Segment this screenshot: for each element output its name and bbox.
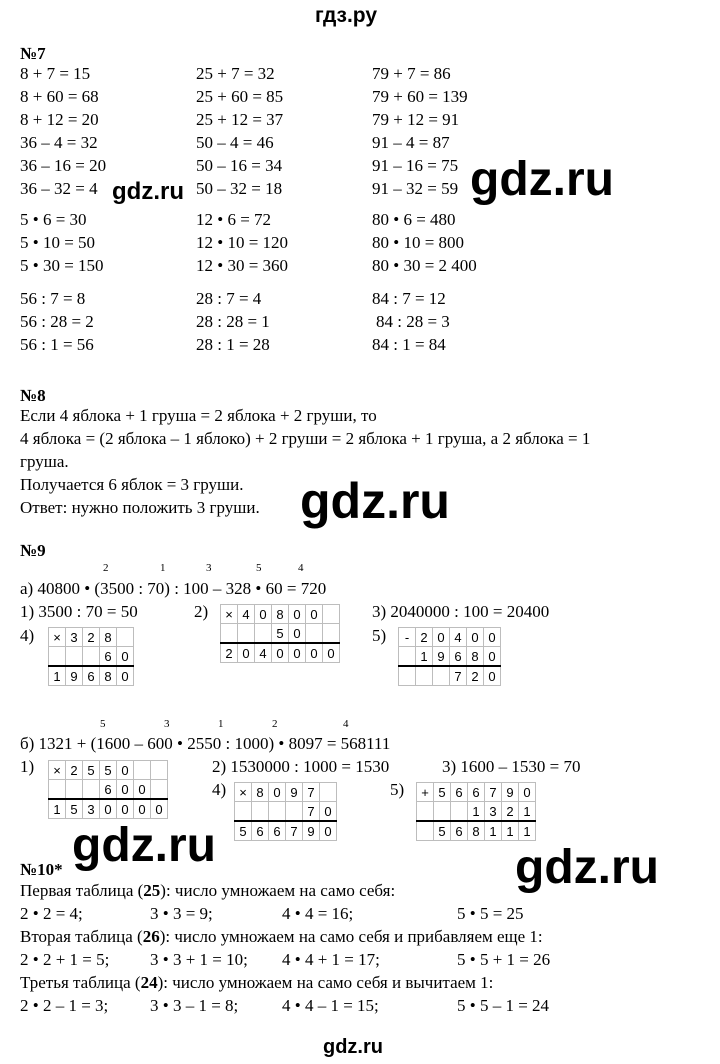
task-8-line: груша. [20,452,69,471]
grid-cell: 2 [66,761,83,780]
grid-cell [416,666,433,686]
grid-row [399,628,501,647]
grid-cell: 5 [434,821,451,841]
equation: 5 • 6 = 30 [20,210,87,229]
grid-cell: 0 [255,605,272,624]
grid-row [221,624,340,644]
grid-cell: 2 [221,643,238,663]
grid-cell [255,624,272,644]
grid-cell: 5 [272,624,289,644]
equation: 84 : 1 = 84 [372,335,446,354]
equation: 36 – 32 = 4 [20,179,98,198]
task-10-row: 3 • 3 + 1 = 10; [150,950,248,969]
equation: 79 + 7 = 86 [372,64,451,83]
grid-row [49,666,134,686]
grid-row [221,643,340,663]
grid-cell [134,761,151,780]
grid-cell: + [417,783,434,802]
grid-cell: 7 [303,783,320,802]
task-10-table-1-description: Первая таблица (25): число умножаем на само себя: [20,881,396,900]
order-number: 1 [218,718,224,730]
equation: 12 • 6 = 72 [196,210,272,229]
grid-cell: 0 [467,628,484,647]
grid-cell [286,802,303,822]
grid-row [49,780,168,800]
task-9a-column-multiplication-2 [220,604,340,663]
equation: 5 • 30 = 150 [20,256,104,275]
equation: 8 + 60 = 68 [20,87,99,106]
grid-cell: 1 [416,647,433,667]
grid-cell: 4 [450,628,467,647]
grid-cell: 5 [83,761,100,780]
grid-row [235,783,337,802]
equation: 28 : 7 = 4 [196,289,262,308]
equation: 28 : 28 = 1 [196,312,270,331]
grid-cell: 0 [433,628,450,647]
task-8-line: Ответ: нужно положить 3 груши. [20,498,260,517]
watermark: gdz.ru [470,153,614,206]
task-10-row: 2 • 2 – 1 = 3; [20,996,109,1015]
task-9b-column-multiplication-4 [234,782,337,841]
grid-cell [66,647,83,667]
watermark: gdz.ru [300,473,450,529]
grid-cell: 0 [100,799,117,819]
task-9b-step-3: 3) 1600 – 1530 = 70 [442,757,581,776]
grid-cell [49,647,66,667]
equation: 79 + 12 = 91 [372,110,460,129]
grid-cell [399,647,416,667]
task-10-row: 2 • 2 = 4; [20,904,83,923]
task-10-row: 4 • 4 – 1 = 15; [282,996,379,1015]
task-9b-step-5: 5) [390,780,405,799]
grid-cell: 0 [134,799,151,819]
grid-cell: 7 [303,802,320,822]
task-9a-step-3: 3) 2040000 : 100 = 20400 [372,602,550,621]
task-9a-expression: а) 40800 • (3500 : 70) : 100 – 328 • 60 = 720 [20,579,327,598]
task-9a-step-4: 4) [20,626,35,645]
task-9a-step-5: 5) [372,626,387,645]
grid-cell: 4 [255,643,272,663]
equation: 8 + 12 = 20 [20,110,99,129]
task-8-line: Получается 6 яблок = 3 груши. [20,475,244,494]
grid-cell: 1 [485,821,502,841]
grid-cell: 0 [484,628,501,647]
grid-cell [434,802,451,822]
grid-cell: 2 [416,628,433,647]
equation: 28 : 1 = 28 [196,335,270,354]
grid-cell [83,780,100,800]
task-10-row: 2 • 2 + 1 = 5; [20,950,110,969]
equation: 25 + 60 = 85 [196,87,284,106]
grid-cell: 2 [467,666,484,686]
equation: 5 • 10 = 50 [20,233,96,252]
grid-cell [451,802,468,822]
grid-cell: 0 [117,799,134,819]
grid-cell: 1 [519,802,536,822]
grid-cell: 6 [450,647,467,667]
grid-row [235,821,337,841]
grid-cell [252,802,269,822]
grid-cell [83,647,100,667]
grid-row [399,666,501,686]
task-9-title: №9 [20,541,46,560]
grid-cell [66,780,83,800]
grid-cell [235,802,252,822]
grid-cell: 0 [134,780,151,800]
grid-cell [151,761,168,780]
order-number: 1 [160,562,166,574]
grid-cell [151,780,168,800]
task-10-row: 3 • 3 – 1 = 8; [150,996,239,1015]
equation: 80 • 10 = 800 [372,233,465,252]
grid-cell: × [221,605,238,624]
grid-cell: 0 [484,647,501,667]
site-footer: gdz.ru [323,1036,383,1058]
grid-cell: 8 [467,647,484,667]
grid-cell [117,628,134,647]
grid-cell: 6 [252,821,269,841]
task-10-title: №10* [20,860,63,879]
grid-cell [323,624,340,644]
grid-cell: 9 [66,666,83,686]
task-9b-step-1: 1) [20,757,35,776]
grid-cell: 6 [83,666,100,686]
equation: 25 + 12 = 37 [196,110,284,129]
watermark: gdz.ru [72,819,216,872]
equation: 12 • 30 = 360 [196,256,289,275]
grid-cell: 0 [238,643,255,663]
equation: 84 : 28 = 3 [376,312,450,331]
grid-cell: 1 [49,666,66,686]
order-number: 5 [256,562,262,574]
grid-cell: × [49,761,66,780]
task-10-row: 5 • 5 + 1 = 26 [457,950,551,969]
grid-cell: 3 [66,628,83,647]
grid-cell: 0 [306,605,323,624]
grid-row [417,802,536,822]
grid-cell: 7 [485,783,502,802]
grid-cell: - [399,628,416,647]
grid-cell: 0 [289,605,306,624]
equation: 91 – 4 = 87 [372,133,450,152]
grid-cell: 9 [303,821,320,841]
task-9a-step-1: 1) 3500 : 70 = 50 [20,602,138,621]
grid-cell: 9 [286,783,303,802]
grid-cell [320,783,337,802]
grid-cell: × [235,783,252,802]
task-9b-column-multiplication-1 [48,760,168,819]
grid-cell [399,666,416,686]
grid-cell: 2 [502,802,519,822]
grid-cell: × [49,628,66,647]
task-10-table-2-description: Вторая таблица (26): число умножаем на само себя и прибавляем еще 1: [20,927,543,946]
grid-row [49,799,168,819]
equation: 79 + 60 = 139 [372,87,468,106]
task-10-row: 3 • 3 = 9; [150,904,213,923]
grid-cell: 8 [100,628,117,647]
grid-cell: 6 [451,821,468,841]
grid-cell: 3 [485,802,502,822]
equation: 36 – 4 = 32 [20,133,98,152]
watermark: gdz.ru [112,178,184,205]
grid-cell: 0 [272,643,289,663]
grid-cell: 0 [289,624,306,644]
grid-cell: 6 [100,647,117,667]
site-header: гдз.ру [315,4,378,27]
grid-cell: 6 [451,783,468,802]
task-9b-step-2: 2) 1530000 : 1000 = 1530 [212,757,390,776]
equation: 80 • 30 = 2 400 [372,256,477,275]
grid-cell: 6 [100,780,117,800]
order-number: 5 [100,718,106,730]
equation: 8 + 7 = 15 [20,64,91,83]
equation: 56 : 28 = 2 [20,312,94,331]
table-number: 24 [140,973,158,992]
grid-cell: 6 [269,821,286,841]
equation: 36 – 16 = 20 [20,156,107,175]
grid-cell: 1 [502,821,519,841]
grid-cell [417,802,434,822]
grid-cell: 9 [433,647,450,667]
watermark: gdz.ru [515,841,659,894]
grid-cell: 5 [235,821,252,841]
task-9b-expression: б) 1321 + (1600 – 600 • 2550 : 1000) • 8097 = 568111 [20,734,391,753]
grid-row [49,647,134,667]
task-9b-column-addition-5 [416,782,536,841]
task-9a-column-subtraction-5 [398,627,501,686]
grid-cell [238,624,255,644]
task-9a-column-multiplication-4 [48,627,134,686]
grid-row [417,783,536,802]
equation: 12 • 10 = 120 [196,233,289,252]
equation: 50 – 16 = 34 [196,156,283,175]
grid-cell: 5 [100,761,117,780]
equation: 84 : 7 = 12 [372,289,446,308]
equation: 80 • 6 = 480 [372,210,456,229]
order-number: 2 [272,718,278,730]
grid-cell [221,624,238,644]
equation: 25 + 7 = 32 [196,64,275,83]
grid-cell [269,802,286,822]
order-number: 4 [298,562,304,574]
equation: 50 – 32 = 18 [196,179,283,198]
grid-cell [433,666,450,686]
grid-cell: 5 [66,799,83,819]
grid-row [49,628,134,647]
equation: 91 – 16 = 75 [372,156,459,175]
grid-cell: 0 [117,780,134,800]
grid-row [235,802,337,822]
grid-cell: 1 [468,802,485,822]
task-8-line: 4 яблока = (2 яблока – 1 яблоко) + 2 груши = 2 яблока + 1 груша, а 2 яблока = 1 [20,429,591,448]
grid-cell: 0 [306,643,323,663]
grid-row [49,761,168,780]
grid-cell: 7 [450,666,467,686]
grid-cell: 9 [502,783,519,802]
grid-cell [417,821,434,841]
grid-cell: 0 [320,802,337,822]
grid-cell: 2 [83,628,100,647]
grid-cell: 0 [269,783,286,802]
grid-cell: 4 [238,605,255,624]
task-9b-step-4: 4) [212,780,227,799]
order-number: 3 [206,562,212,574]
table-number: 25 [143,881,161,900]
grid-row [417,821,536,841]
task-10-table-3-description: Третья таблица (24): число умножаем на само себя и вычитаем 1: [20,973,494,992]
table-number: 26 [142,927,160,946]
grid-cell: 0 [519,783,536,802]
grid-cell: 6 [468,783,485,802]
grid-cell: 8 [100,666,117,686]
task-8-title: №8 [20,386,46,405]
grid-cell: 0 [484,666,501,686]
grid-cell [49,780,66,800]
equation: 56 : 7 = 8 [20,289,86,308]
order-number: 3 [164,718,170,730]
grid-cell: 8 [272,605,289,624]
grid-cell: 8 [252,783,269,802]
task-9a-step-2: 2) [194,602,209,621]
grid-cell: 1 [519,821,536,841]
grid-cell: 0 [117,647,134,667]
task-7-title: №7 [20,44,46,63]
grid-cell: 5 [434,783,451,802]
equation: 50 – 4 = 46 [196,133,274,152]
grid-cell: 0 [117,666,134,686]
equation: 91 – 32 = 59 [372,179,459,198]
task-10-row: 4 • 4 = 16; [282,904,354,923]
order-number: 2 [103,562,109,574]
task-10-row: 5 • 5 – 1 = 24 [457,996,550,1015]
grid-cell: 0 [151,799,168,819]
grid-cell: 0 [289,643,306,663]
grid-cell: 0 [320,821,337,841]
task-10-row: 4 • 4 + 1 = 17; [282,950,380,969]
equation: 56 : 1 = 56 [20,335,94,354]
grid-cell: 0 [323,643,340,663]
task-10-row: 5 • 5 = 25 [457,904,524,923]
grid-row [399,647,501,667]
grid-cell: 7 [286,821,303,841]
grid-cell: 3 [83,799,100,819]
grid-cell: 1 [49,799,66,819]
grid-cell: 0 [117,761,134,780]
order-number: 4 [343,718,349,730]
grid-row [221,605,340,624]
grid-cell [306,624,323,644]
grid-cell: 8 [468,821,485,841]
grid-cell [323,605,340,624]
task-8-line: Если 4 яблока + 1 груша = 2 яблока + 2 груши, то [20,406,377,425]
